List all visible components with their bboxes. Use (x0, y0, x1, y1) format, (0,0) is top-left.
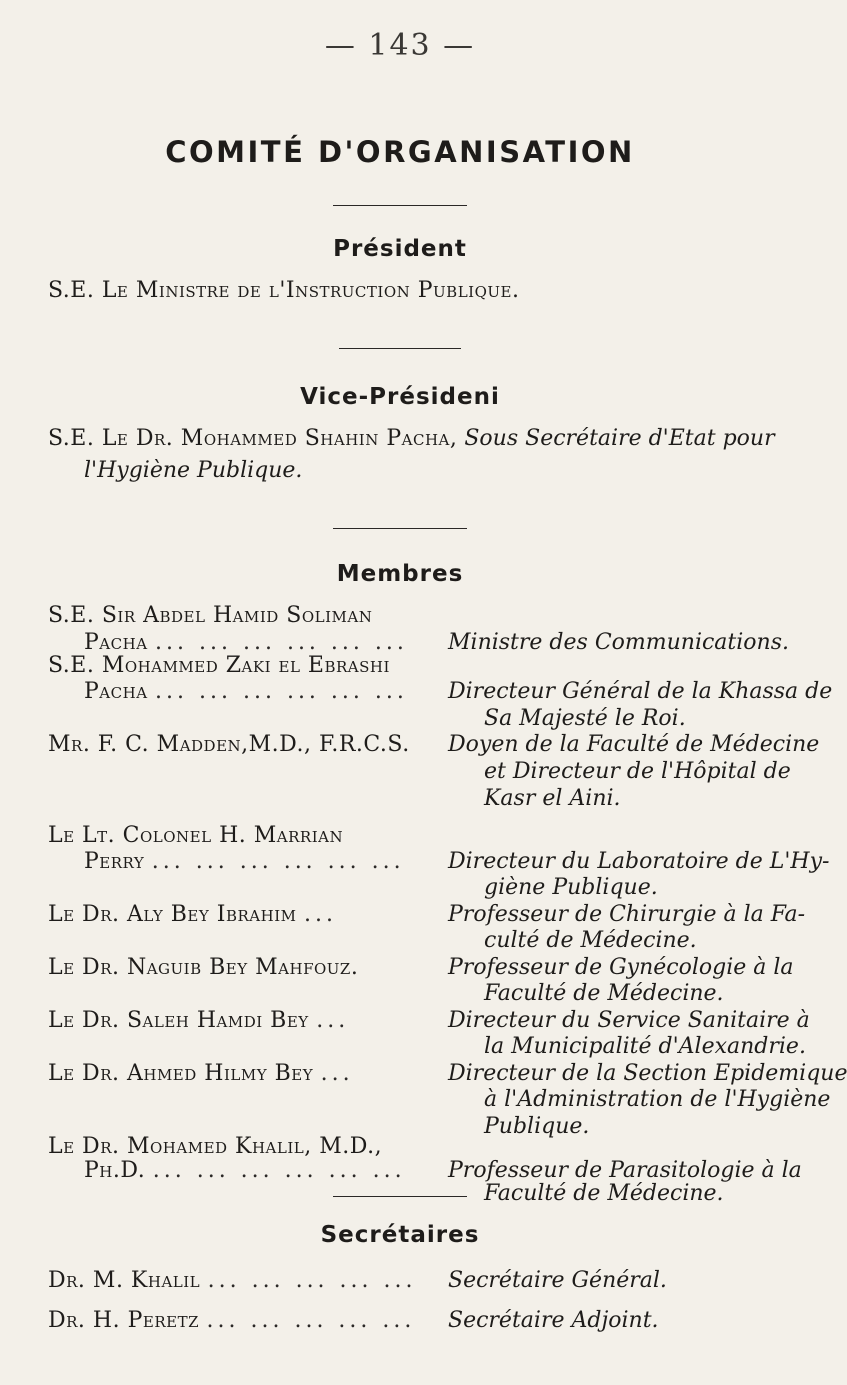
divider (333, 205, 467, 206)
member-role: Doyen de la Faculté de Médecine (448, 732, 820, 758)
secretaries-heading: Secrétaires (320, 1222, 480, 1248)
vice-president-heading: Vice-Présideni (300, 384, 500, 410)
divider (333, 528, 467, 529)
members-heading: Membres (336, 561, 464, 587)
member-role-cont: Sa Majesté le Roi. (484, 705, 686, 731)
member-role-cont: giène Publique. (484, 875, 658, 901)
page-title: COMITÉ D'ORGANISATION (165, 135, 635, 169)
member-name: S.E. Mohammed Zaki el Ebrashi (48, 652, 390, 678)
secretary-name: Dr. H. Peretz ... ... ... ... ... (48, 1308, 416, 1333)
vice-president-name: S.E. Le Dr. Mohammed Shahin Pacha, (48, 426, 458, 451)
member-role: Professeur de Gynécologie à la (448, 954, 794, 980)
president-heading: Président (333, 236, 467, 262)
member-name-cont: Perry ... ... ... ... ... ... (84, 848, 405, 874)
secretary-role: Secrétaire Général. (448, 1268, 667, 1293)
member-role: Professeur de Parasitologie à la (448, 1157, 802, 1183)
divider (333, 1196, 467, 1197)
member-name-cont: Pacha ... ... ... ... ... ... (84, 629, 408, 655)
vice-president-line-1 (48, 426, 775, 451)
member-name: Mr. F. C. Madden,M.D., F.R.C.S. (48, 732, 410, 758)
member-name: Le Dr. Mohamed Khalil, M.D., (48, 1134, 383, 1160)
vice-president-role-1: Sous Secrétaire d'Etat pour (464, 426, 775, 451)
member-role-cont: Faculté de Médecine. (484, 981, 724, 1007)
member-role-cont: la Municipalité d'Alexandrie. (484, 1034, 806, 1060)
divider (339, 348, 461, 349)
member-role: Directeur de la Section Epidemique (448, 1060, 847, 1086)
member-name: S.E. Sir Abdel Hamid Soliman (48, 603, 373, 628)
member-role-cont: culté de Médecine. (484, 928, 697, 954)
secretary-role: Secrétaire Adjoint. (448, 1308, 659, 1333)
member-role: Directeur Général de la Khassa de (448, 679, 833, 705)
member-role-cont: Faculté de Médecine. (484, 1180, 724, 1206)
member-name: Le Dr. Aly Bey Ibrahim ... (48, 901, 337, 927)
member-role-cont: à l'Administration de l'Hygiène (484, 1087, 831, 1113)
secretary-name: Dr. M. Khalil ... ... ... ... ... (48, 1268, 417, 1293)
member-name: Le Dr. Naguib Bey Mahfouz. (48, 954, 359, 980)
member-role-cont: Kasr el Aini. (484, 785, 621, 811)
president-text: S.E. Le Ministre de l'Instruction Publique. (48, 278, 520, 303)
vice-president-role-2: l'Hygiène Publique. (84, 458, 303, 483)
member-role: Professeur de Chirurgie à la Fa- (448, 901, 806, 927)
member-role-cont: Publique. (484, 1113, 590, 1139)
member-role: Directeur du Service Sanitaire à (448, 1007, 810, 1033)
member-role: Ministre des Communications. (448, 629, 789, 655)
member-role-cont: et Directeur de l'Hôpital de (484, 759, 791, 784)
page-number: — 143 — (324, 28, 476, 63)
member-name: Le Dr. Ahmed Hilmy Bey ... (48, 1060, 354, 1086)
member-name: Le Dr. Saleh Hamdi Bey ... (48, 1007, 350, 1033)
member-name-cont: Ph.D. ... ... ... ... ... ... (84, 1157, 406, 1183)
member-role: Directeur du Laboratoire de L'Hy- (448, 848, 830, 874)
member-name-cont: Pacha ... ... ... ... ... ... (84, 679, 408, 705)
member-name: Le Lt. Colonel H. Marrian (48, 822, 344, 848)
